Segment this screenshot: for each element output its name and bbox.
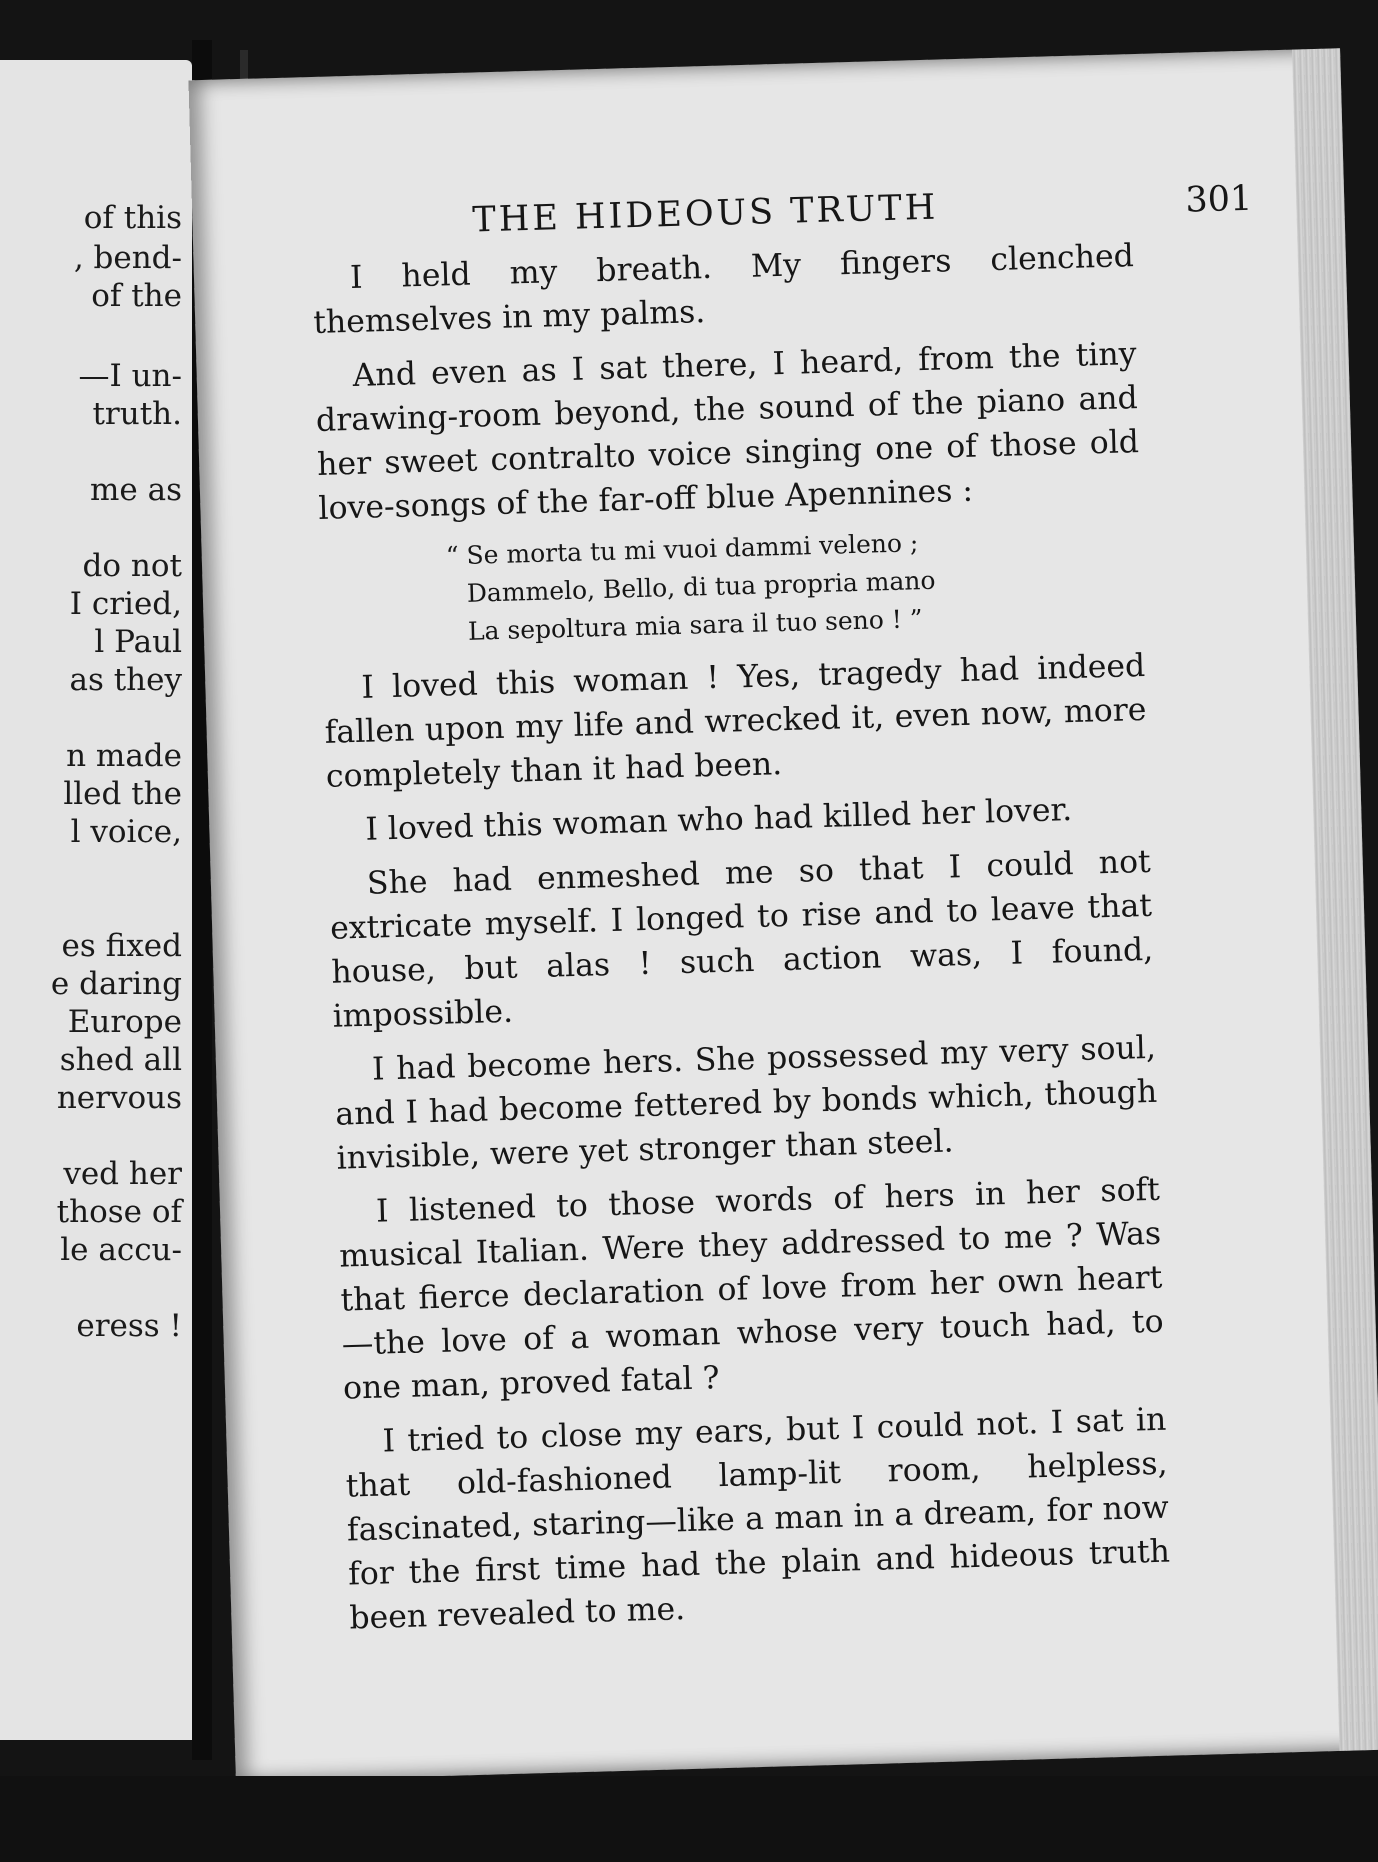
- left-page-line: truth.: [92, 396, 182, 432]
- poem-quote: [445, 518, 1144, 651]
- left-page-line: e daring: [50, 966, 182, 1002]
- left-page-line: me as: [90, 472, 182, 508]
- left-page-line: , bend-: [73, 240, 182, 276]
- left-page-line: ved her: [63, 1156, 182, 1192]
- left-page-line: —I un-: [78, 358, 182, 394]
- page-edge-texture: [1292, 48, 1378, 1751]
- left-page-line: of this: [83, 200, 182, 236]
- page-body: [311, 234, 1172, 1650]
- left-facing-page: [0, 60, 192, 1740]
- paragraph: I listened to those words of hers in her soft musical Italian. Were they addressed to me ? Was that fierce declaration of love from her own heart—the love of a woman whose very touch had, to one man, proved fatal ?: [338, 1171, 1165, 1407]
- left-page-line: l Paul: [94, 624, 182, 660]
- paragraph: She had enmeshed me so that I could not extricate myself. I longed to rise and to leave that house, but alas ! such action was, I found, impossible.: [329, 843, 1154, 1035]
- right-page: [188, 48, 1378, 1782]
- left-page-line: those of: [56, 1194, 182, 1230]
- poem-line: “ Se morta tu mi vuoi dammi veleno ;: [445, 528, 919, 571]
- poem-line: La sepoltura mia sara il tuo seno ! ”: [467, 604, 923, 646]
- poem-line: Dammelo, Bello, di tua propria mano: [466, 565, 936, 608]
- left-page-line: l voice,: [70, 814, 182, 850]
- left-page-line: lled the: [63, 776, 182, 812]
- page-header: [472, 179, 1253, 247]
- left-page-line: es fixed: [61, 928, 182, 964]
- paragraph: I loved this woman who had killed her lover.: [364, 792, 1073, 848]
- left-page-line: le accu-: [60, 1232, 182, 1268]
- scan-bottom-margin: [0, 1776, 1378, 1862]
- paragraph: And even as I sat there, I heard, from the tiny drawing-room beyond, the sound of the piano and her sweet contralto voice singing one of those old love-songs of the far-off blue Apennines :: [315, 336, 1140, 527]
- left-page-line: as they: [69, 662, 182, 698]
- left-page-line: of the: [91, 278, 182, 314]
- running-title: THE HIDEOUS TRUTH: [471, 187, 939, 241]
- paragraph: I held my breath. My fingers clenched themselves in my palms.: [312, 238, 1135, 342]
- paragraph: I had become hers. She possessed my very soul, and I had become fettered by bonds which, though invisible, were yet stronger than steel.: [334, 1029, 1158, 1177]
- left-page-line: eress !: [76, 1308, 182, 1344]
- left-page-line: shed all: [59, 1042, 182, 1078]
- left-page-line: n made: [66, 738, 182, 774]
- left-page-line: I cried,: [69, 586, 182, 622]
- left-page-line: Europe: [67, 1004, 182, 1040]
- paragraph: I tried to close my ears, but I could not. I sat in that old-fashioned lamp-lit room, helpless, fascinated, staring—like a man in a dream, for now for the first time had the plain and hideous truth been revealed to me.: [345, 1401, 1171, 1637]
- left-page-line: nervous: [56, 1080, 182, 1116]
- left-page-line: do not: [82, 548, 182, 584]
- page-number: 301: [1184, 178, 1253, 221]
- paragraph: I loved this woman ! Yes, tragedy had indeed fallen upon my life and wrecked it, even now, more completely than it had been.: [324, 647, 1147, 795]
